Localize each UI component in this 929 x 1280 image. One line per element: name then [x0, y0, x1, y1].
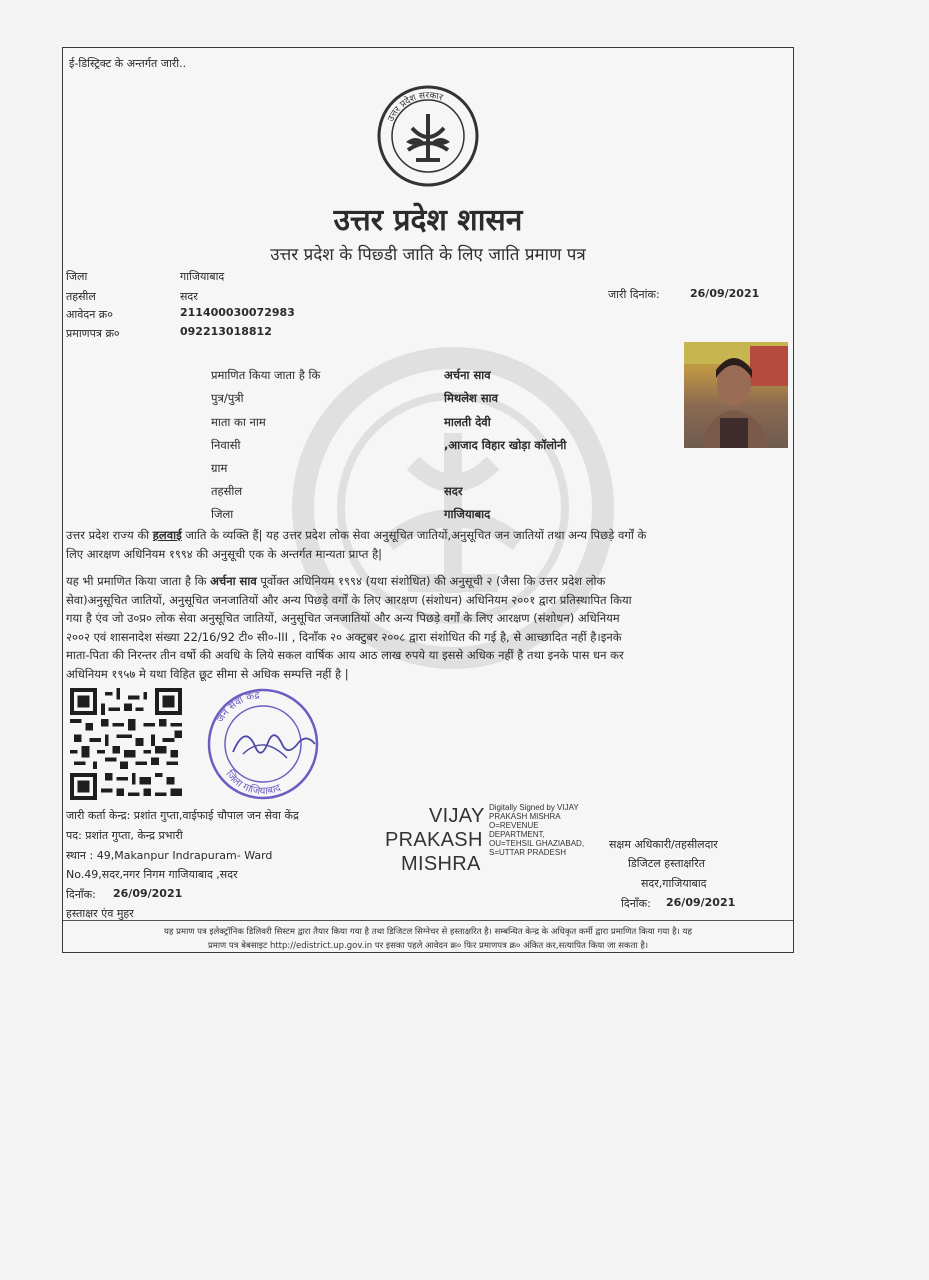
child-of-label: पुत्र/पुत्री: [211, 391, 244, 405]
sign-seal-label: हस्ताक्षर एंव मुहर: [66, 907, 134, 920]
village-label: ग्राम: [211, 461, 228, 475]
tehsil-label: तहसील: [66, 290, 96, 303]
seal-stamp-icon: [203, 684, 323, 804]
emblem-text: उत्तर प्रदेश सरकार: [386, 90, 444, 124]
issuer-post: पद: प्रशांत गुप्ता, केन्द्र प्रभारी: [66, 829, 183, 842]
application-label: आवेदन क्र०: [66, 308, 113, 321]
officer-date-label: दिनाँक:: [621, 897, 651, 910]
district-label: जिला: [66, 270, 88, 283]
issuer-center: जारी कर्ता केन्द्र: प्रशांत गुप्ता,वाईफाई चौपाल जन सेवा केंद्र: [66, 809, 299, 822]
certificate-number-label: प्रमाणपत्र क्र०: [66, 327, 120, 340]
svg-text:उत्तर प्रदेश सरकार: [386, 91, 444, 123]
certificate-subtitle: उत्तर प्रदेश के पिछ्डी जाति के लिए जाति प्रमाण पत्र: [270, 245, 586, 265]
header-note: ई-डिस्ट्रिक्ट के अन्तर्गत जारी..: [69, 57, 187, 70]
district-value: गाजियाबाद: [180, 270, 225, 283]
declared-name: अर्चना साव: [210, 574, 257, 588]
resident-value: ,आजाद विहार खोड़ा कॉलोनी: [444, 438, 567, 452]
person-tehsil-label: तहसील: [211, 484, 243, 498]
paragraph-declaration: यह भी प्रमाणित किया जाता है कि अर्चना साव पूर्वोक्त अधिनियम १९९४ (यथा संशोधित) की अनुसूची २ (जैसा कि उत्तर प्रदेश लोक सेवा)अनुसूचित जातियों, अनुसूचित जनजातियों और अन्य पिछड़े वर्गों के लिए आरक्षण (संशोधन) अधिनियम २००१ द्वारा प्रतिस्थापित किया गया है एंव जो उ०प्र० लोक सेवा अनुसूचित जातियों, अनुसूचित जनजातियों और अन्य पिछड़े वर्गों के लिए आरक्षण (संशोधन) अधिनियम २००२ एवं शासनादेश संख्या 22/16/92 टी० सी०-III , दिनाँक २० अक्टुबर २००८ द्वारा संशोधित की गई है, से आच्छादित नहीं है।इनके माता-पिता की निरन्तर तीन वर्षो की अवधि के लिये सकल वार्षिक आय आठ लाख रुपये या इससे अधिक नहीं है तथा इनके पास धन कर अधिनियम १९५७ मे यथा विहित छूट सीमा से अधिक सम्पत्ति नहीं है |: [66, 574, 632, 681]
person-photo-icon: [684, 342, 788, 448]
svg-text:जिला गाजियाबाद: जिला गाजियाबाद: [223, 768, 283, 798]
application-number: 211400030072983: [180, 306, 295, 319]
officer-date: 26/09/2021: [666, 896, 736, 909]
svg-text:जन सेवा केंद्र: जन सेवा केंद्र: [215, 690, 261, 725]
qr-code-icon: [70, 688, 182, 800]
mother-name: मालती देवी: [444, 415, 491, 429]
officer-digital: डिजिटल हस्ताक्षरित: [628, 857, 705, 870]
person-tehsil-value: सदर: [444, 484, 463, 498]
issuer-place-line1: स्थान : 49,Makanpur Indrapuram- Ward: [66, 849, 273, 862]
resident-label: निवासी: [211, 438, 241, 452]
officer-title: सक्षम अधिकारी/तहसीलदार: [609, 838, 718, 851]
footer-note: यह प्रमाण पत्र इलेक्ट्रॉनिक डिलिवरी सिस्टम द्वारा तैयार किया गया है तथा डिजिटल सिग्नेचर से हस्ताक्षरित है। सम्बन्धित केन्द्र के अधिकृत कर्मी द्वारा प्रमाणित किया गया है। यह प्रमाण पत्र बेबसाइट http://edistrict.up.gov.in पर इसका पहले आवेदन क्र० फिर प्रमाणपत्र क्र० अंकित कर,सत्यापित किया जा सकता है।: [164, 927, 692, 951]
father-name: मिथलेश साव: [444, 391, 498, 405]
applicant-photo: [684, 342, 788, 448]
paragraph-caste: उत्तर प्रदेश राज्य की हलवाई जाति के व्यक्ति हैं| यह उत्तर प्रदेश लोक सेवा अनुसूचित जातियों,अनुसूचित जन जातियों तथा अन्य पिछड़े वर्गों के लिए आरक्षण अधिनियम १९९४ की अनुसूची एक के अन्तर्गत मान्यता प्राप्त है|: [66, 528, 647, 561]
applicant-name: अर्चना साव: [444, 368, 491, 382]
person-district-value: गाजियाबाद: [444, 507, 491, 521]
issuer-place-line2: No.49,सदर,नगर निगम गाजियाबाद ,सदर: [66, 868, 238, 881]
certified-label: प्रमाणित किया जाता है कि: [211, 368, 321, 382]
issuer-date-label: दिनाँक:: [66, 888, 96, 901]
certificate-number: 092213018812: [180, 325, 272, 338]
certificate: ई-डिस्ट्रिक्ट के अन्तर्गत जारी.. उत्तर प्रदेश सरकार उत्तर प्रदेश शासन उत्तर प्रदेश के पिछ्डी जाति के लिए जाति प्रमाण पत्र जिला गाजियाबाद तहसील सदर आवेदन क्र० 211400030072983 प्रमाणपत्र क्र० 092213018812 जारी दिनांक: 26/09/2021 प्रमाणित किया जाता है कि अर्चना साव पुत्र/पुत्री मिथलेश साव माता का नाम मालती देवी निवासी ,आजाद विहार खोड़ा कॉलोनी ग्राम तहसील सदर जिला गाजियाबाद उत्तर प्रदेश राज्य की हलवाई जाति के व्यक्ति हैं| यह उत्तर प्रदेश लोक सेवा अनुसूचित जातियों,अनुसूचित जन जातियों तथा अन्य पिछड़े वर्गों के लिए आरक्षण अधिनियम १९९४ की अनुसूची एक के अन्तर्गत मान्यता प्राप्त है| यह भी प्रमाणित किया जाता है कि अर्चना साव पूर्वोक्त अधिनियम १९९४ (यथा संशोधित) की अनुसूची २ (जैसा कि उत्तर प्रदेश लोक सेवा)अनुसूचित जातियों, अनुसूचित जनजातियों और अन्य पिछड़े वर्गों के लिए आरक्षण (संशोधन) अधिनियम २००१ द्वारा प्रतिस्थापित किया गया है एंव जो उ०प्र० लोक सेवा अनुसूचित जातियों, अनुसूचित जनजातियों और अन्य पिछड़े वर्गों के लिए आरक्षण (संशोधन) अधिनियम २००२ एवं शासनादेश संख्या 22/16/92 टी० सी०-III , दिनाँक २० अक्टुबर २००८ द्वारा संशोधित की गई है, से आच्छादित नहीं है।इनके माता-पिता की निरन्तर तीन वर्षो की अवधि के लिये सकल वार्षिक आय आठ लाख रुपये या इससे अधिक नहीं है तथा इनके पास धन कर अधिनियम १९५७ मे यथा विहित छूट सीमा से अधिक सम्पत्ति नहीं है | जन सेवा केंद्र जिला गाजियाबाद जारी कर्ता केन्द्र: प्रशांत गुप्ता,वाईफाई चौपाल जन सेवा केंद्र पद: प्रशांत गुप्ता, केन्द्र प्रभारी स्थान : 49,Makanpur Indrapuram- Ward No.49,सदर,नगर निगम गाजियाबाद ,सदर दिनाँक: 26/09/2021 हस्ताक्षर एंव मुहर VIJAY PRAKASH MISHRA Digitally Signed by VIJAY PRAKASH MISHRA O=REVENUE DEPARTMENT, OU=TEHSIL GHAZIABAD, S=UTTAR PRADESH सक्षम अधिकारी/तहसीलदार डिजिटल हस्ताक्षरित सदर,गाजियाबाद दिनाँक: 26/09/2021 यह प्रमाण पत्र इलेक्ट्रॉनिक डिलिवरी सिस्टम द्वारा तैयार किया गया है तथा डिजिटल सिग्नेचर से हस्ताक्षरित है। सम्बन्धित केन्द्र के अधिकृत कर्मी द्वारा प्रमाणित किया गया है। यह प्रमाण पत्र बेबसाइट http://edistrict.up.gov.in पर इसका पहले आवेदन क्र० फिर प्रमाणपत्र क्र० अंकित कर,सत्यापित किया जा सकता है।: [62, 47, 794, 953]
caste-name: हलवाई: [152, 528, 182, 542]
officer-place: सदर,गाजियाबाद: [641, 877, 707, 890]
certificate-title: उत्तर प्रदेश शासन: [333, 203, 523, 238]
up-government-emblem-icon: [376, 84, 480, 188]
mother-label: माता का नाम: [211, 415, 266, 429]
tehsil-value: सदर: [180, 290, 198, 303]
person-district-label: जिला: [211, 507, 234, 521]
issue-date-label: जारी दिनांक:: [608, 288, 660, 301]
issue-date: 26/09/2021: [690, 287, 760, 300]
issuer-date: 26/09/2021: [113, 887, 183, 900]
footer-divider: [63, 920, 793, 921]
